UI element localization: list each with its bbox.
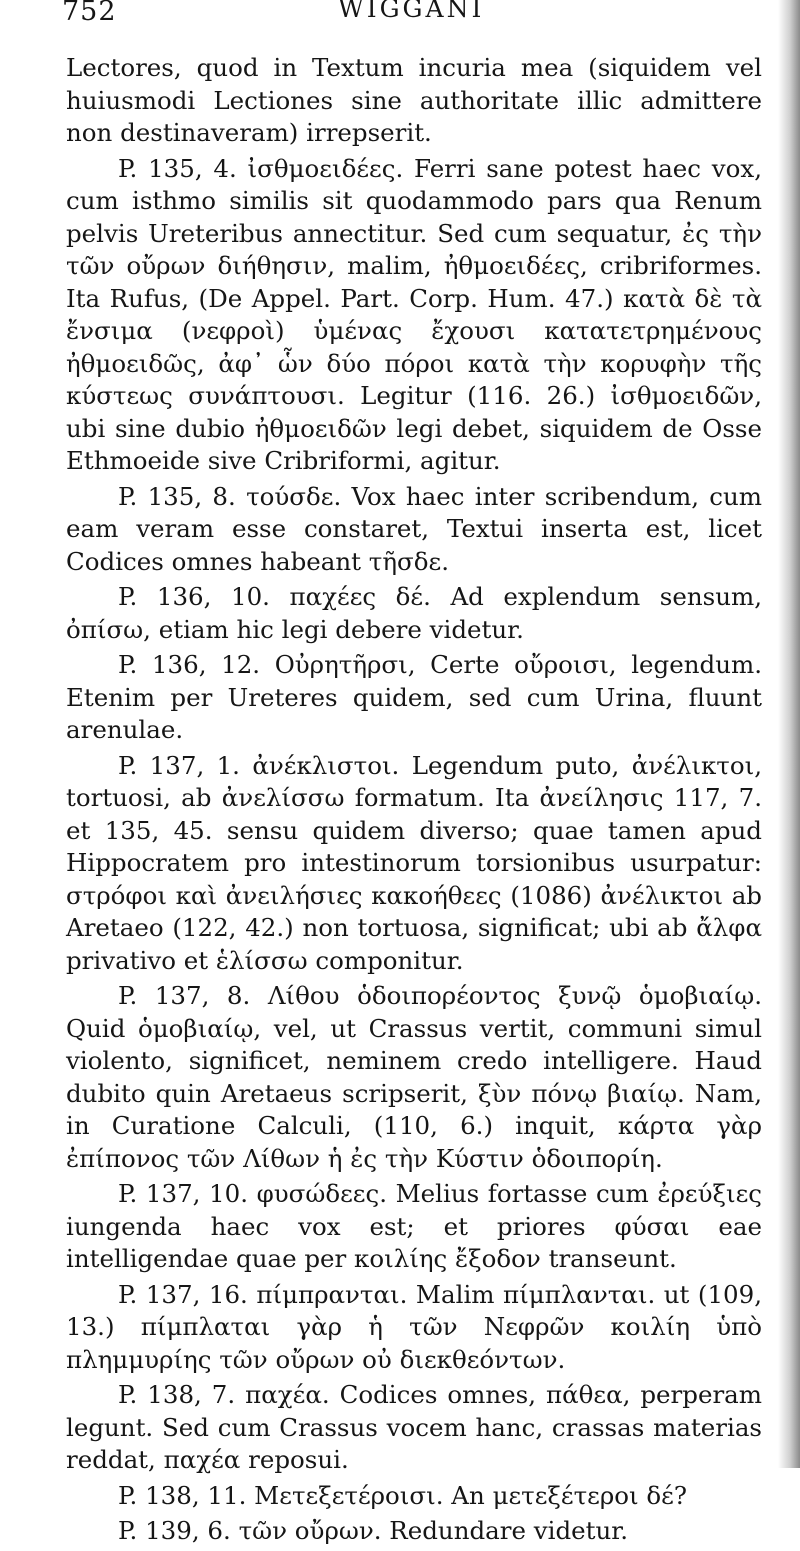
paragraph-continuation: Lectores, quod in Textum incuria mea (siquidem vel huiusmodi Lectiones sine authoritate illic admittere non destinaveram) irrepserit. bbox=[66, 53, 762, 147]
page-number: 752 bbox=[62, 0, 117, 27]
note-p136-10: P. 136, 10. παχέες δέ. Ad explendum sensum, ὀπίσω, etiam hic legi debere videtur. bbox=[66, 582, 762, 644]
page-header bbox=[0, 0, 760, 30]
note-p137-1: P. 137, 1. ἀνέκλιστοι. Legendum puto, ἀνέλικτοι, tortuosi, ab ἀνελίσσω formatum. Ita ἀνείλησις 117, 7. et 135, 45. sensu quidem diverso; quae tamen apud Hippocratem pro intestinorum torsionibus usurpatur: στρόφοι καὶ ἀνειλήσιες κακοήθεες (1086) ἀνέλικτοι ab Aretaeo (122, 42.) non tortuosa, significat; ubi ab ἄλφα privativo et ἑλίσσω componitur. bbox=[66, 750, 762, 975]
note-p139-6: P. 139, 6. τῶν οὔρων. Redundare videtur. bbox=[118, 1516, 629, 1545]
running-head: WIGGANI bbox=[338, 0, 485, 23]
page-edge-shadow bbox=[778, 0, 800, 1468]
body-text bbox=[66, 52, 762, 1551]
note-p135-8: P. 135, 8. τούσδε. Vox haec inter scribendum, cum eam veram esse constaret, Textui inserta est, licet Codices omnes habeant τῆσδε. bbox=[66, 481, 762, 576]
note-p138-11: P. 138, 11. Μετεξετέροισι. An μετεξέτεροι δέ? bbox=[118, 1480, 687, 1510]
note-p137-8: P. 137, 8. Λίθου ὁδοιπορέοντος ξυνῷ ὁμοβιαίῳ. Quid ὁμοβιαίῳ, vel, ut Crassus vertit, communi simul violento, significet, neminem credo intelligere. Haud dubito quin Aretaeus scripserit, ξὺν πόνῳ βιαίῳ. Nam, in Curatione Calculi, (110, 6.) inquit, κάρτα γὰρ ἐπίπονος τῶν Λίθων ἡ ἐς τὴν Κύστιν ὁδοιπορίη. bbox=[66, 981, 762, 1173]
note-p138-7: P. 138, 7. παχέα. Codices omnes, πάθεα, perperam legunt. Sed cum Crassus vocem hanc, crassas materias reddat, παχέα reposui. bbox=[66, 1380, 762, 1474]
note-p136-12: P. 136, 12. Οὐρητῆρσι, Certe οὔροισι, legendum. Etenim per Ureteres quidem, sed cum Urina, fluunt arenulae. bbox=[66, 650, 762, 744]
note-p135-4: P. 135, 4. ἰσθμοειδέες. Ferri sane potest haec vox, cum isthmo similis sit quodammodo pars qua Renum pelvis Ureteribus annectitur. Sed cum sequatur, ἐς τὴν τῶν οὔρων διήθησιν, malim, ἠθμοειδέες, cribriformes. Ita Rufus, (De Appel. Part. Corp. Hum. 47.) κατὰ δὲ τὰ ἔνσιμα (νεφροὶ) ὑμένας ἔχουσι κατατετρημένους ἠθμοειδῶς, ἀφ᾽ ὧν δύο πόροι κατὰ τὴν κορυφὴν τῆς κύστεως συνάπτουσι. Legitur (116. 26.) ἰσθμοειδῶν, ubi sine dubio ἠθμοειδῶν legi debet, siquidem de Osse Ethmoeide sive Cribriformi, agitur. bbox=[66, 153, 762, 475]
note-p137-10: P. 137, 10. φυσώδεες. Melius fortasse cum ἐρεύξιες iungenda haec vox est; et priores φύσαι eae intelligendae quae per κοιλίης ἔξοδον transeunt. bbox=[66, 1179, 762, 1273]
note-p137-16: P. 137, 16. πίμπρανται. Malim πίμπλανται. ut (109, 13.) πίμπλαται γὰρ ἡ τῶν Νεφρῶν κοιλίη ὑπὸ πλημμυρίης τῶν οὔρων οὐ διεκθεόντων. bbox=[66, 1279, 762, 1374]
